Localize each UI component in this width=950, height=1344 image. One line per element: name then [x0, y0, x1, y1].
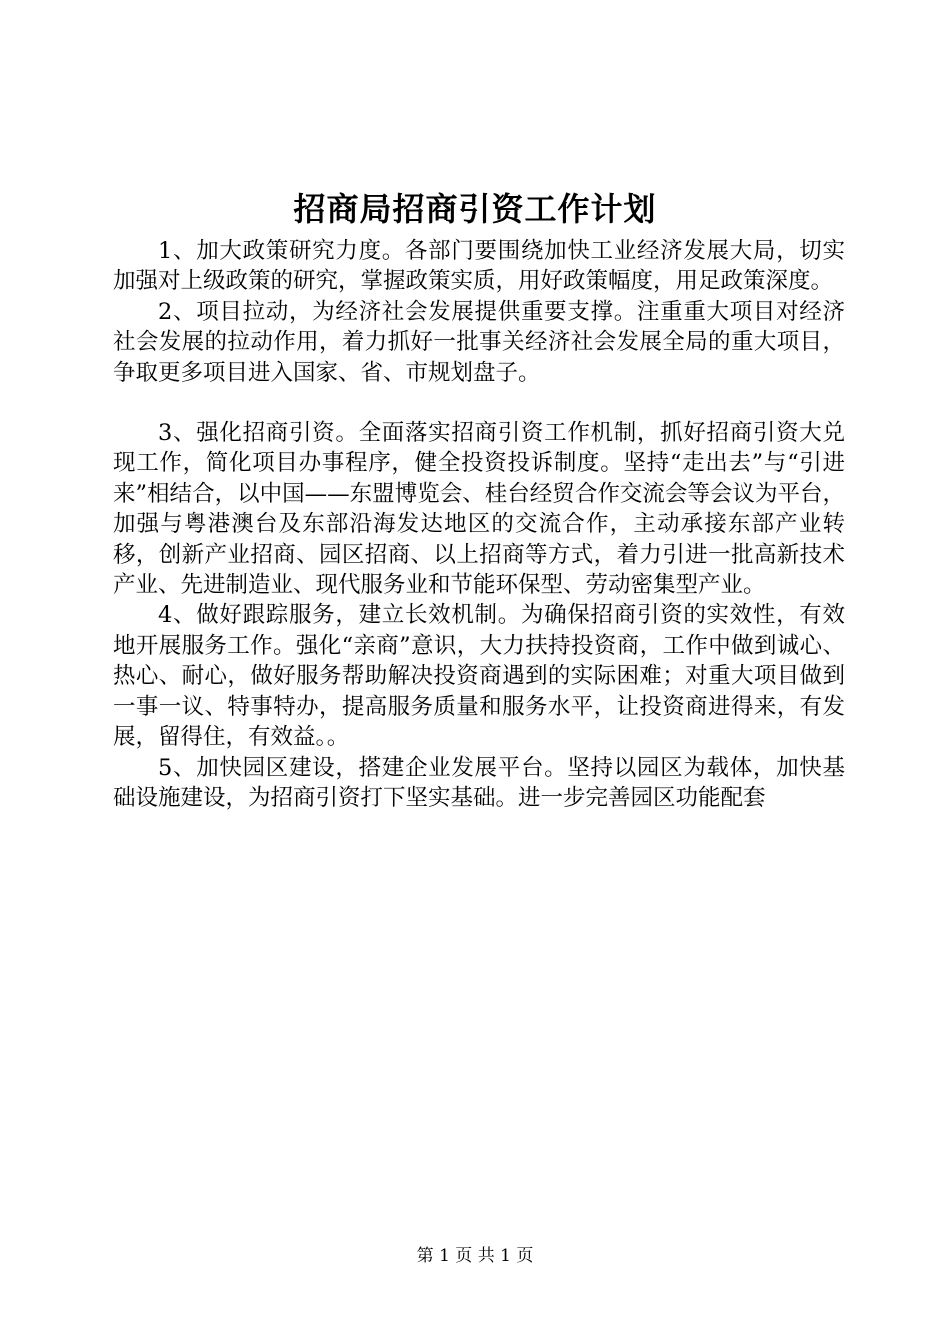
paragraph-1: 1、加大政策研究力度。各部门要围绕加快工业经济发展大局，切实加强对上级政策的研究，掌握政策实质，用好政策幅度，用足政策深度。 — [113, 238, 845, 295]
document-body — [113, 236, 845, 813]
paragraph-2: 2、项目拉动，为经济社会发展提供重要支撑。注重重大项目对经济社会发展的拉动作用，着力抓好一批事关经济社会发展全局的重大项目，争取更多项目进入国家、省、市规划盘子。 — [113, 298, 845, 386]
page-footer: 第 1 页 共 1 页 — [416, 1246, 534, 1266]
paragraph-3: 3、强化招商引资。全面落实招商引资工作机制，抓好招商引资大兑现工作，简化项目办事程序，健全投资投诉制度。坚持“走出去”与“引进来”相结合，以中国——东盟博览会、桂台经贸合作交流会等会议为平台，加强与粤港澳台及东部沿海发达地区的交流合作，主动承接东部产业转移，创新产业招商、园区招商、以上招商等方式，着力引进一批高新技术产业、先进制造业、现代服务业和节能环保型、劳动密集型产业。 — [113, 420, 845, 599]
document-title: 招商局招商引资工作计划 — [293, 190, 657, 228]
paragraph-4: 4、做好跟踪服务，建立长效机制。为确保招商引资的实效性，有效地开展服务工作。强化“亲商”意识，大力扶持投资商，工作中做到诚心、热心、耐心，做好服务帮助解决投资商遇到的实际困难；对重大项目做到一事一议、特事特办，提高服务质量和服务水平，让投资商进得来，有发展，留得住，有效益。。 — [113, 602, 845, 751]
paragraph-5: 5、加快园区建设，搭建企业发展平台。坚持以园区为载体，加快基础设施建设，为招商引资打下坚实基础。进一步完善园区功能配套 — [113, 754, 845, 811]
